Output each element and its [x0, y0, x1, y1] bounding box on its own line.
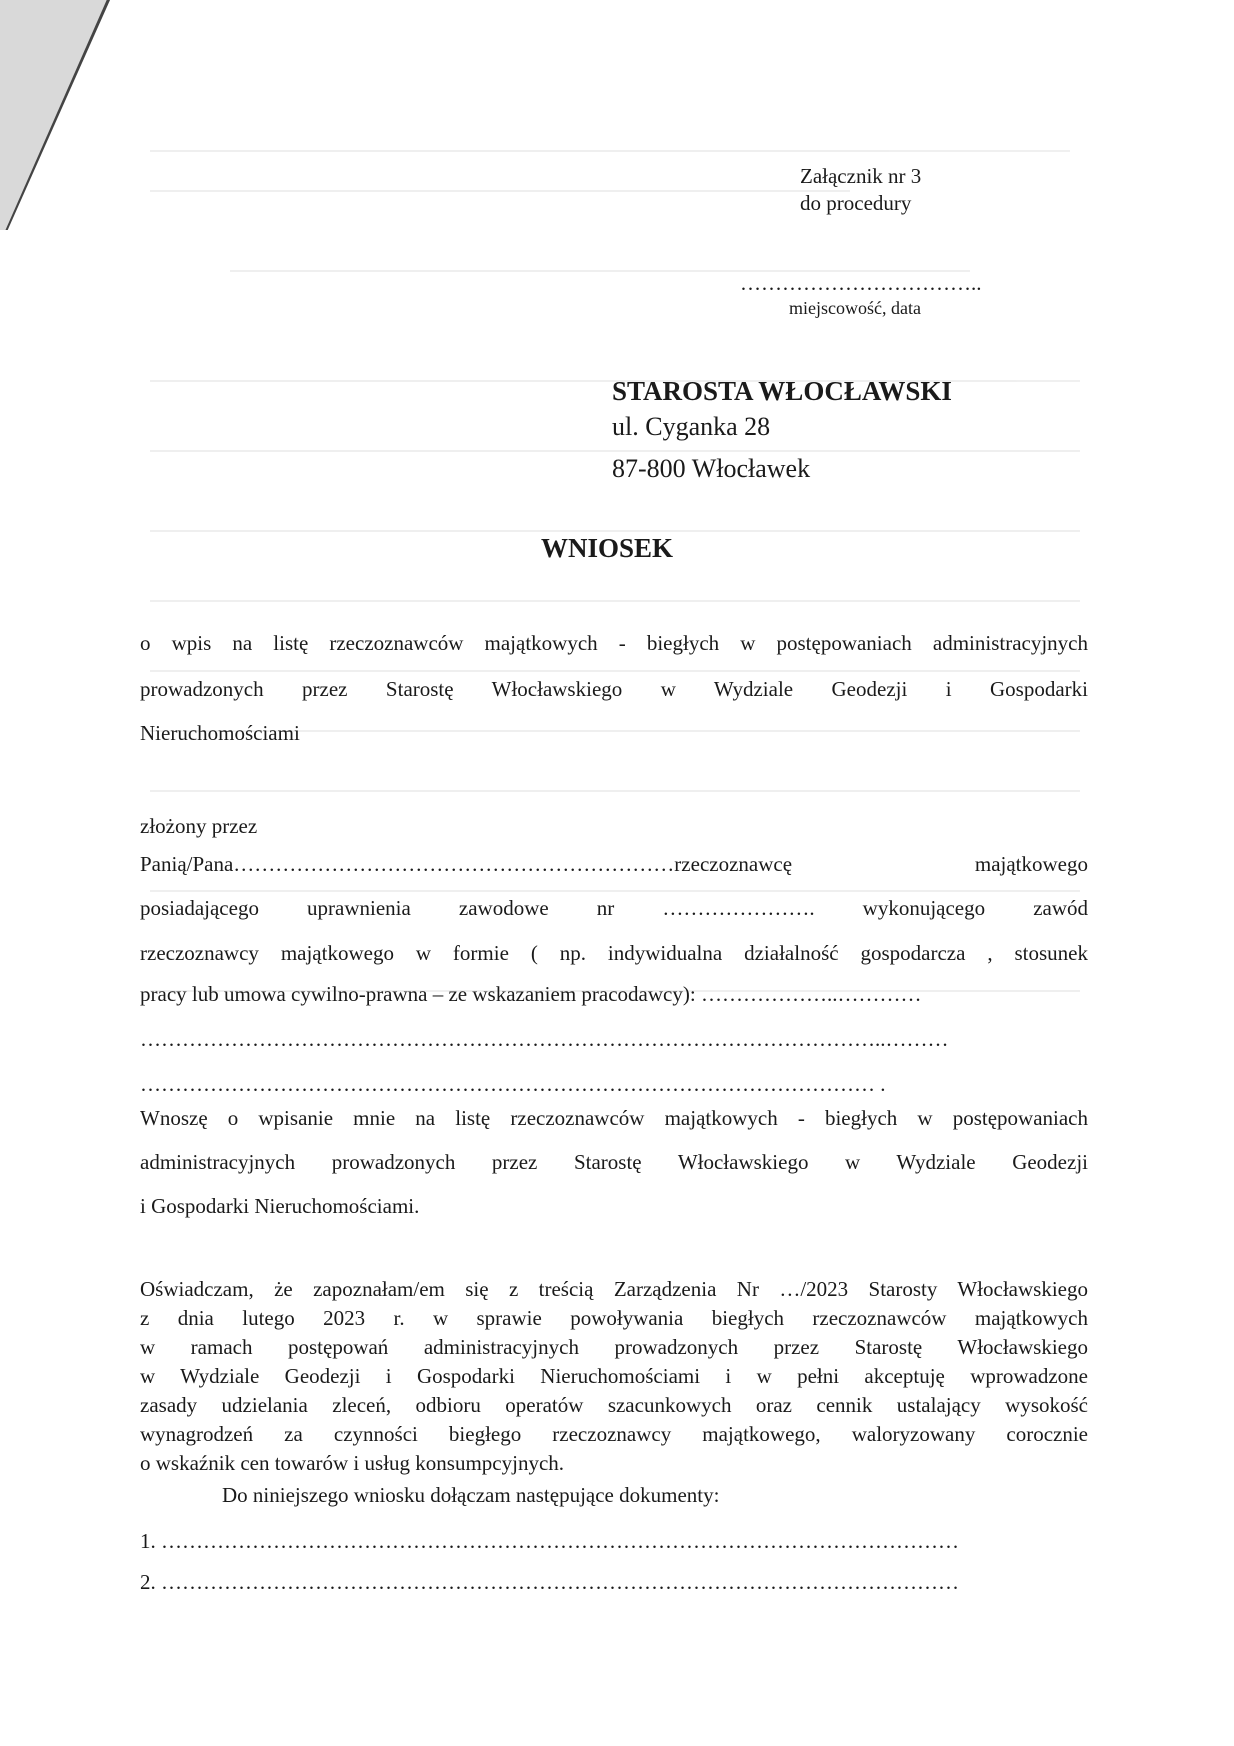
document-heading: WNIOSEK	[541, 533, 674, 563]
subject-line-2: prowadzonych przez Starostę Włocławskiego w Wydziale Geodezji i Gospodarki	[140, 677, 1088, 701]
addressee-city: 87-800 Włocławek	[612, 454, 811, 483]
attachment-item-2[interactable]: 2. ……………………………………………………………………………………………………	[140, 1570, 959, 1594]
annex-line-2: do procedury	[800, 191, 912, 215]
declaration-line-5: zasady udzielania zleceń, odbioru operatów szacunkowych oraz cennik ustalający wysokość	[140, 1393, 1088, 1417]
place-date-field[interactable]: ……………………………..	[740, 271, 982, 295]
request-line-3: i Gospodarki Nieruchomościami.	[140, 1194, 420, 1218]
subject-line-1: o wpis na listę rzeczoznawców majątkowych - biegłych w postępowaniach administracyjnych	[140, 631, 1088, 655]
declaration-line-7: o wskaźnik cen towarów i usług konsumpcyjnych.	[140, 1451, 565, 1475]
attachments-intro: Do niniejszego wniosku dołączam następujące dokumenty:	[222, 1483, 720, 1507]
submitted-by-label: złożony przez	[140, 814, 258, 838]
attachment-item-1[interactable]: 1. ……………………………………………………………………………………………………	[140, 1529, 959, 1553]
request-line-1: Wnoszę o wpisanie mnie na listę rzeczoznawców majątkowych - biegłych w postępowaniach	[140, 1106, 1088, 1130]
applicant-name-line[interactable]: Panią/Pana………………………………………………………rzeczoznawcę majątkowego	[140, 852, 1088, 876]
request-line-2: administracyjnych prowadzonych przez Starostę Włocławskiego w Wydziale Geodezji	[140, 1150, 1088, 1174]
declaration-line-3: w ramach postępowań administracyjnych prowadzonych przez Starostę Włocławskiego	[140, 1335, 1088, 1359]
declaration-line-6: wynagrodzeń za czynności biegłego rzeczoznawcy majątkowego, waloryzowany corocznie	[140, 1422, 1088, 1446]
employer-line-3[interactable]: …………………………………………………………………………………………… .	[140, 1072, 886, 1096]
annex-line-1: Załącznik nr 3	[800, 164, 922, 188]
declaration-line-2: z dnia lutego 2023 r. w sprawie powoływania biegłych rzeczoznawców majątkowych	[140, 1306, 1088, 1330]
license-number-line[interactable]: posiadającego uprawnienia zawodowe nr …………………. wykonującego zawód	[140, 896, 1088, 920]
declaration-line-4: w Wydziale Geodezji i Gospodarki Nieruchomościami i w pełni akceptuję wprowadzone	[140, 1364, 1088, 1388]
employer-line[interactable]: pracy lub umowa cywilno-prawna – ze wskazaniem pracodawcy): ………………..…………	[140, 982, 922, 1006]
practice-form-line: rzeczoznawcy majątkowego w formie ( np. indywidualna działalność gospodarcza , stosunek	[140, 941, 1088, 965]
employer-line-2[interactable]: ……………………………………………………………………………………………..………	[140, 1027, 949, 1051]
addressee-street: ul. Cyganka 28	[612, 412, 771, 441]
subject-line-3: Nieruchomościami	[140, 721, 300, 745]
addressee-title: STAROSTA WŁOCŁAWSKI	[612, 376, 952, 406]
place-date-label: miejscowość, data	[789, 298, 921, 318]
declaration-line-1: Oświadczam, że zapoznałam/em się z treścią Zarządzenia Nr …/2023 Starosty Włocławskiego	[140, 1277, 1088, 1301]
